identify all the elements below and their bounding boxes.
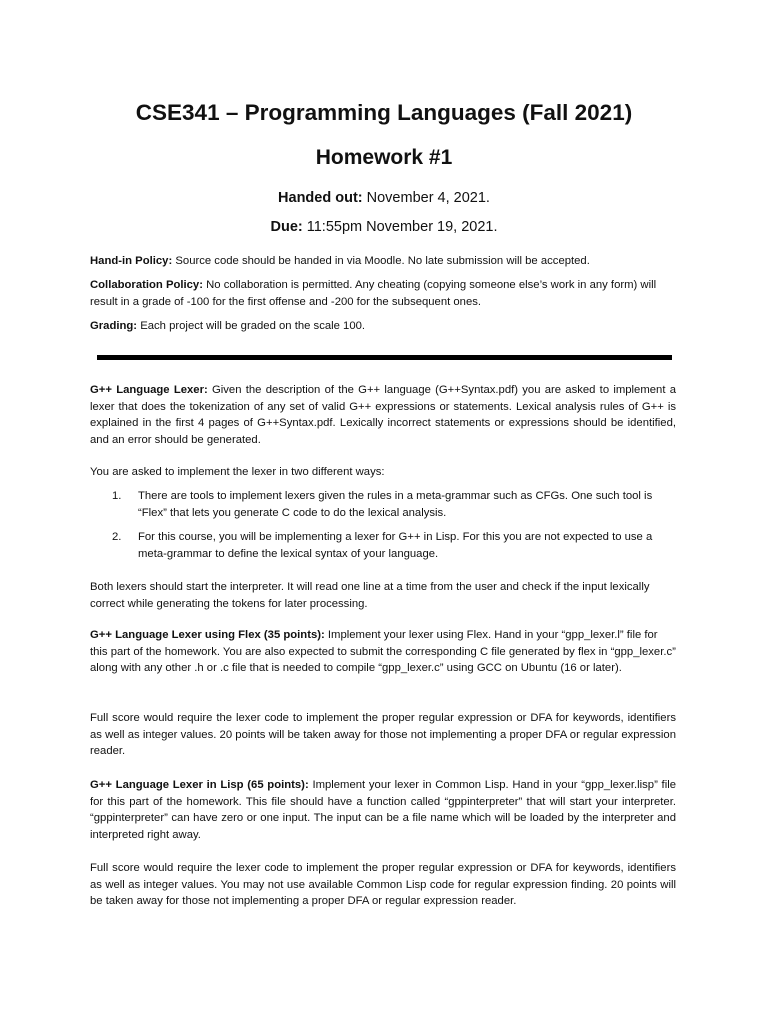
grading-policy-label: Grading: [90,320,138,332]
due-line [0,219,768,235]
collaboration-policy-label: Collaboration Policy: [90,279,203,291]
lisp-section [90,777,676,843]
lexer-description [90,382,676,448]
list-item [90,488,676,521]
list-item-number: 2. [112,531,122,544]
list-item [90,529,676,562]
handed-out-label: Handed out: [278,190,363,206]
lisp-section-label: G++ Language Lexer in Lisp (65 points): [90,779,309,791]
grading-policy [90,318,676,335]
list-item-text: There are tools to implement lexers given the rules in a meta-grammar such as CFGs. One such tool is “Flex” that lets you generate C code to do the lexical analysis. [138,490,653,519]
lexer-description-label: G++ Language Lexer: [90,384,208,396]
ways-list [90,488,676,570]
handin-policy [90,253,676,270]
collaboration-policy [90,277,676,310]
lisp-score-paragraph: Full score would require the lexer code to implement the proper regular expression or DFA for keywords, identifiers as well as integer values. You may not use available Common Lisp code for regular expression finding. 20 points will be taken away for those not implementing a proper DFA or regular expression reader. [90,862,676,908]
list-item-text: For this course, you will be implementing a lexer for G++ in Lisp. For this you are not expected to use a meta-grammar to define the lexical syntax of your language. [138,531,653,560]
both-lexers-paragraph: Both lexers should start the interpreter. It will read one line at a time from the user and check if the input lexically correct while generating the tokens for later processing. [90,581,650,610]
flex-section-text: Implement your lexer using Flex. Hand in your “gpp_lexer.l” file for this part of the homework. You are also expected to submit the corresponding C file generated by flex in “gpp_lexer.c” along with any other .h or .c file that is needed to compile “gpp_lexer.c” using GCC on Ubuntu (16 or later). [90,629,676,675]
handed-out-date: November 4, 2021. [366,190,490,206]
homework-title: Homework #1 [315,146,453,169]
handin-policy-label: Hand-in Policy: [90,255,173,267]
lisp-section-text: Implement your lexer in Common Lisp. Hand in your “gpp_lexer.lisp” file for this part of the homework. This file should have a function called “gppinterpreter” that will start your interpreter. “gppinterpreter” can have zero or one input. The input can be a file name which will be loaded by the interpreter and interpreted right away. [90,779,677,841]
flex-score-paragraph: Full score would require the lexer code to implement the proper regular expression or DFA for keywords, identifiers as well as integer values. 20 points will be taken away for those not implementing a proper DFA or regular expression reader. [90,712,676,758]
ways-intro: You are asked to implement the lexer in two different ways: [90,466,385,478]
due-label: Due: [270,219,303,235]
collaboration-policy-text: No collaboration is permitted. Any cheating (copying someone else’s work in any form) will result in a grade of -100 for the first offense and -200 for the subsequent ones. [90,279,657,308]
flex-section [90,627,676,677]
due-date: 11:55pm November 19, 2021. [306,219,498,235]
grading-policy-text: Each project will be graded on the scale 100. [140,320,366,332]
section-divider [97,355,672,360]
flex-section-label: G++ Language Lexer using Flex (35 points): [90,629,325,641]
handin-policy-text: Source code should be handed in via Moodle. No late submission will be accepted. [175,255,590,267]
lexer-description-text: Given the description of the G++ language (G++Syntax.pdf) you are asked to implement a lexer that does the tokenization of any set of valid G++ expressions or statements. Lexical analysis rules of G++ is explained in the first 4 pages of G++Syntax.pdf. Lexically incorrect statements or expressions should be identified, and an error should be generated. [90,384,676,446]
handed-out-line [0,190,768,206]
list-item-number: 1. [112,490,122,502]
course-title: CSE341 – Programming Languages (Fall 2021) [135,100,633,125]
